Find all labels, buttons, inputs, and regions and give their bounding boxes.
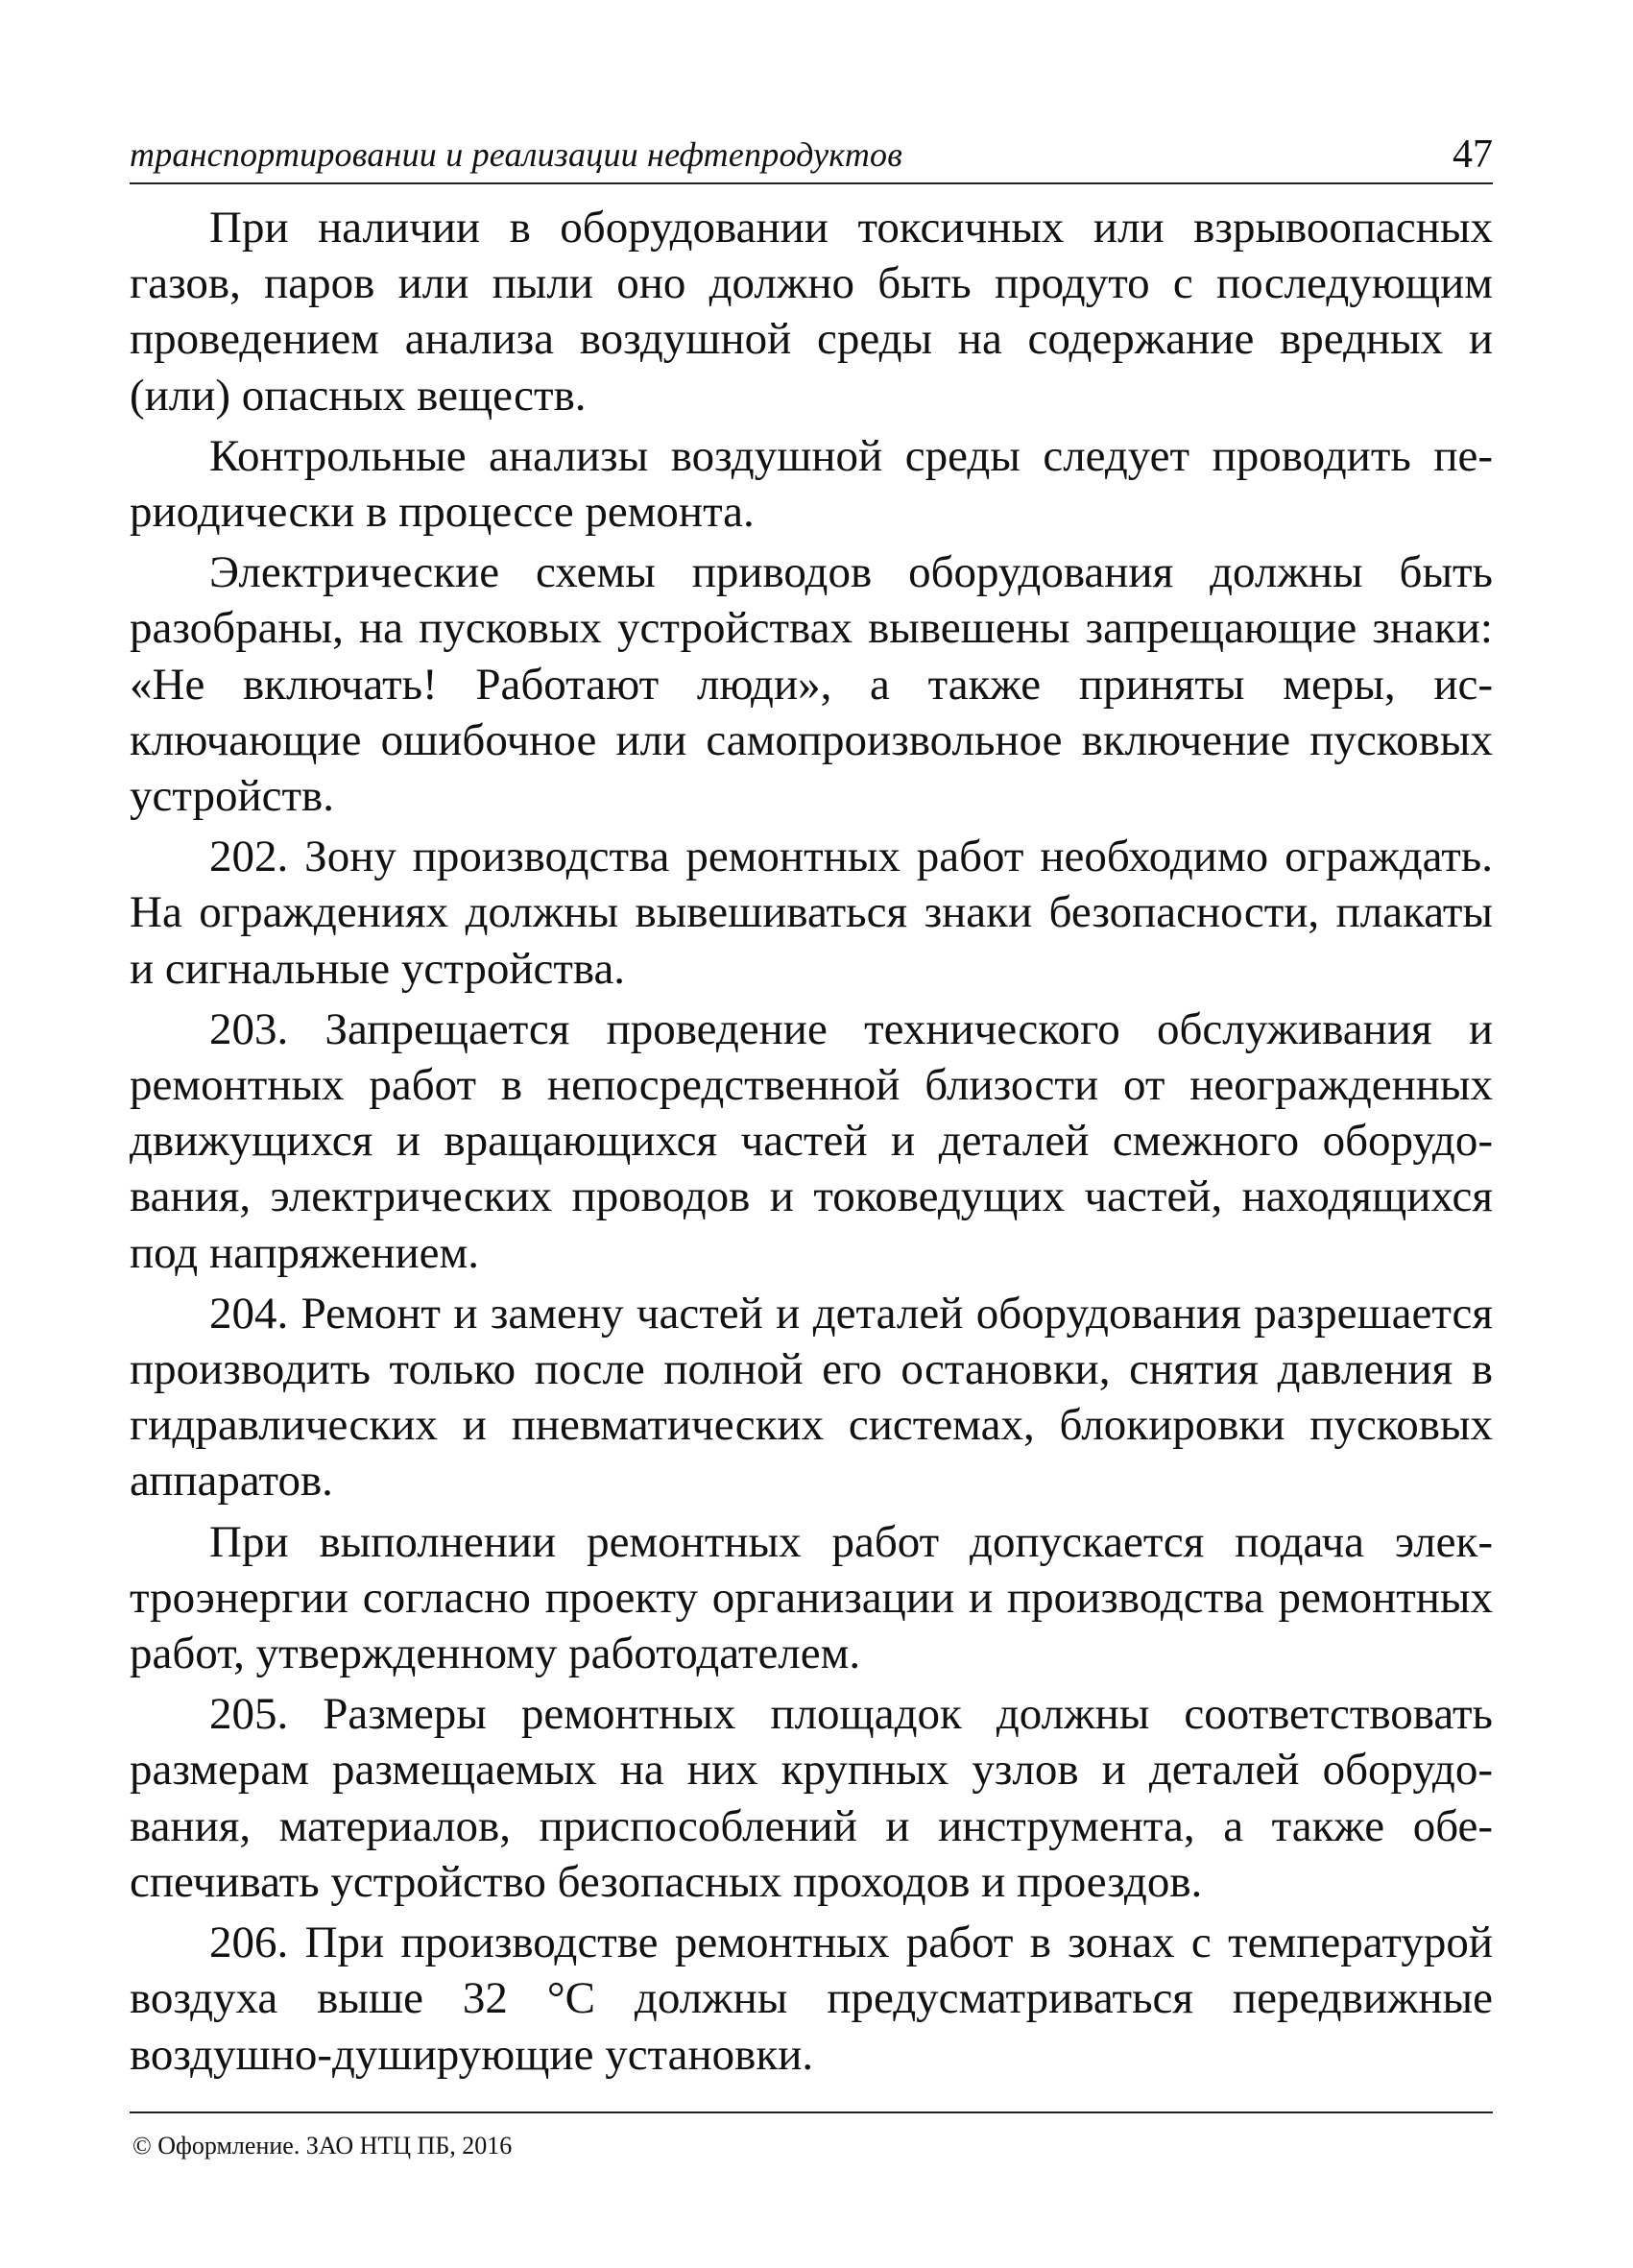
paragraph: При наличии в оборудовании токсичных или взрывоопасных газов, паров или пыли оно должно быть продуто с последующим проведением анализа воздушной среды на содержание вредных и (или) опасных веществ. — [130, 203, 1493, 421]
running-header — [130, 131, 1493, 184]
paragraph: При выполнении ремонтных работ допускается подача электроэнергии согласно проекту организации и производства ремонтных работ, утвержденному работодателем. — [130, 1516, 1493, 1679]
paragraph: 206. При производстве ремонтных работ в зонах с температурой воздуха выше 32 °С должны предусматриваться передвижные воздушно-душирующие установки. — [130, 1918, 1493, 2080]
page-number: 47 — [1453, 133, 1493, 177]
paragraph: Электрические схемы приводов оборудования должны быть разобраны, на пусковых устройствах вывешены запрещающие знаки: «Не включать! Работают люди», а также приняты меры, исключающие ошибочное или самопроизвольное включение пусковых устройств. — [130, 547, 1493, 822]
body-text — [130, 200, 1493, 2087]
paragraph: 205. Размеры ремонтных площадок должны соответствовать размерам размещаемых на них крупных узлов и деталей оборудования, материалов, приспособлений и инструмента, а также обеспечивать устройство безопасных проходов и проездов. — [130, 1689, 1493, 1907]
paragraph: Контрольные анализы воздушной среды следует проводить периодически в процессе ремонта. — [130, 430, 1493, 538]
running-title: транспортировании и реализации нефтепродуктов — [130, 135, 903, 174]
paragraph: 204. Ремонт и замену частей и деталей оборудования разрешается производить только после полной его остановки, снятия давления в гидравлических и пневматических системах, блокировки пусковых аппаратов. — [130, 1288, 1493, 1507]
header-divider — [130, 182, 1493, 184]
paragraph: 202. Зону производства ремонтных работ необходимо ограждать. На ограждениях должны вывешиваться знаки безопасности, плакаты и сигнальные устройства. — [130, 832, 1493, 994]
paragraph: 203. Запрещается проведение технического обслуживания и ремонтных работ в непосредственной близости от неогражденных движущихся и вращающихся частей и деталей смежного оборудования, электрических проводов и токоведущих частей, находящихся под напряжением. — [130, 1003, 1493, 1278]
footer-divider — [130, 2111, 1493, 2113]
copyright-note: © Оформление. ЗАО НТЦ ПБ, 2016 — [132, 2132, 513, 2159]
